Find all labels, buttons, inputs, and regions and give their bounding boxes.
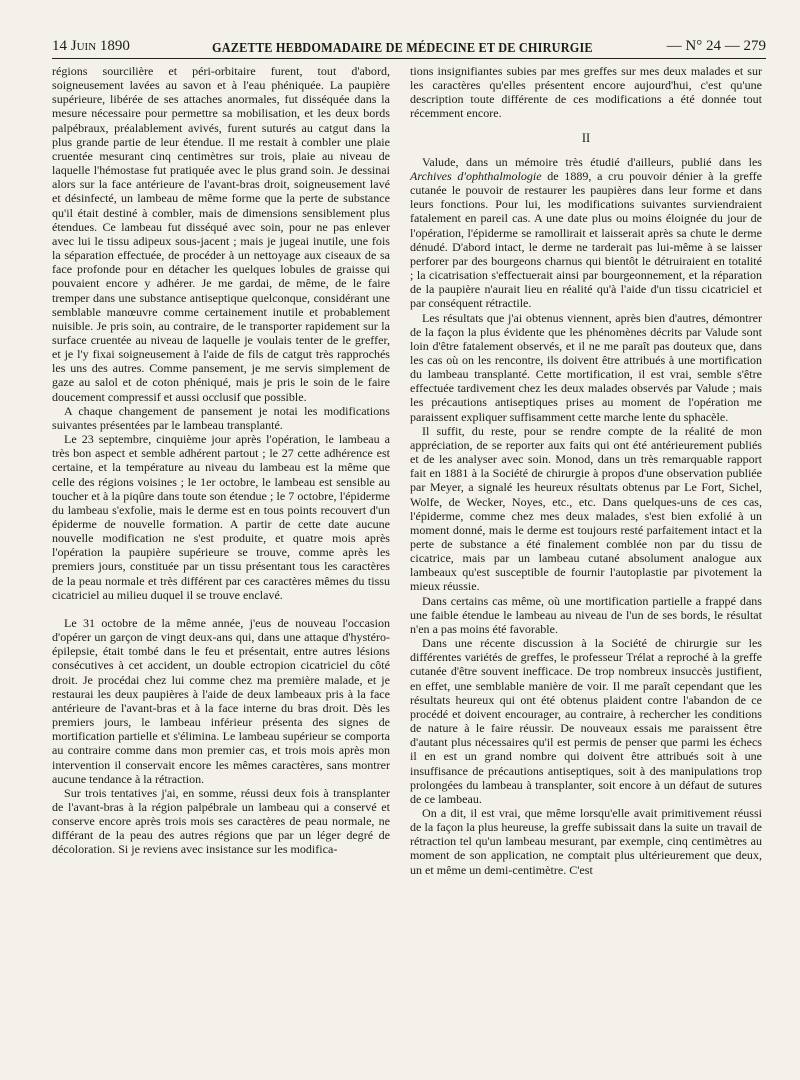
- paragraph: Sur trois tentatives j'ai, en somme, réussi deux fois à transplanter de l'avant-bras à la région palpébrale un lambeau qui a conservé et conserve encore après trois mois ses caractères de peau normale, ne différant de la peau des autres régions que par un léger degré de décoloration. Si je reviens avec insistance sur les modifica-: [52, 785, 390, 857]
- paragraph-text: Valude, dans un mémoire très étudié d'ailleurs, publié dans les: [422, 154, 762, 169]
- paragraph: Les résultats que j'ai obtenus viennent, après bien d'autres, démontrer de la façon la plus évidente que les phénomènes décrits par Valude sont loin d'être fatalement observés, et il ne me paraît pas douteux que, dans les cas où on les rencontre, ils doivent être attribués à une mortification du lambeau transplanté. Cette mortification, il est vrai, semble s'être effectuée tardivement chez les deux malades observés par Valude ; mais les précautions antiseptiques prises au moment de l'opération me paraissent expliquer suffisamment cette marche lente du sphacèle.: [410, 310, 762, 424]
- section-number: II: [581, 130, 591, 145]
- paragraph: Le 31 octobre de la même année, j'eus de nouveau l'occasion d'opérer un garçon de vingt deux-ans qui, dans une attaque d'hystéro-épilepsie, était tombé dans le feu et présentait, entre autres lésions consécutives à cet accident, un double ectropion cicatriciel du côté droit. Je procédai chez lui comme chez ma première malade, et je restaurai les deux paupières à l'aide de deux lambeaux pris à la face antérieure de l'avant-bras et à la face interne du bras droit. Dès les premiers jours, le lambeau inférieur présenta des signes de mortification partielle et s'élimina. Le lambeau supérieur se comporta au contraire comme dans mon premier cas, et trois mois après mon intervention il conservait encore les mêmes caractères, sans montrer aucune tendance à la rétraction.: [52, 615, 390, 786]
- paragraph: Dans certains cas même, où une mortification partielle a frappé dans une faible étendue le lambeau au niveau de l'un de ses bords, le résultat n'en a pas moins été favorable.: [410, 593, 762, 636]
- left-column: [52, 64, 390, 857]
- journal-title: GAZETTE HEBDOMADAIRE DE MÉDECINE ET DE CHIRURGIE: [212, 40, 593, 55]
- paragraph: Il suffit, du reste, pour se rendre compte de la réalité de mon appréciation, de se reporter aux faits qui ont été antérieurement publiés et de les analyser avec soin. Monod, dans un très remarquable rapport fait en 1881 à la Société de chirurgie à propos d'une observation publiée par Meyer, a signalé les heureux résultats obtenus par Le Fort, Sichel, Wolfe, de Wecker, Noyes, etc., etc. Dans quelques-uns de ces cas, l'épiderme, comme chez mes deux malades, s'est bien exfolié à un moment donné, mais le derme est toujours resté parfaitement intact et la perte de substance a été finalement comblée non par du tissu de cicatrice, mais par un lambeau cutané absolument analogue aux lambeaux qu'est susceptible de fournir l'autoplastie par pivotement la mieux réussie.: [410, 423, 762, 594]
- right-column: [410, 64, 762, 877]
- page-header: [52, 36, 766, 59]
- paragraph: On a dit, il est vrai, que même lorsqu'elle avait primitivement réussi de la façon la plus heureuse, la greffe subissait dans la suite un travail de rétraction tel qu'un lambeau mesurant, par exemple, cinq centimètres au moment de son application, ne comptait plus ultérieurement que deux, un et même un demi-centimètre. C'est: [410, 805, 762, 877]
- paragraph: Le 23 septembre, cinquième jour après l'opération, le lambeau a très bon aspect et semble adhérent partout ; le 27 cette adhérence est certaine, et la température au niveau du lambeau est la même que celle des régions voisines ; le 1er octobre, le lambeau est sensible au toucher et à la piqûre dans toute son étendue ; le 7 octobre, l'épiderme du lambeau s'exfolie, mais le derme est en tous points recouvert d'un épiderme de nouvelle formation. A partir de cette date aucune nouvelle modification ne s'est produite, et quatre mois après l'opération la paupière supérieure se trouve, comme après les premiers jours, constituée par un tissu présentant tous les caractères de la peau normale et très différent par ces caractères mêmes du tissu cicatriciel au milieu duquel il se trouve enclavé.: [52, 432, 390, 602]
- paragraph: Dans une récente discussion à la Société de chirurgie sur les différentes variétés de greffes, le professeur Trélat a reproché à la greffe cutanée d'être souvent inefficace. De trop nombreux insuccès justifient, en effet, une semblable manière de voir. Il me paraît cependant que les résultats heureux qui ont été obtenus plaident contre l'abandon de ce procédé et doivent encourager, au contraire, à rechercher les conditions de nature à le faire réussir. De nouveaux essais me paraissent être d'autant plus nécessaires qu'il est permis de penser que parmi les échecs il en est un grand nombre qui doivent être attribués soit à une insuffisance de précautions antiseptiques, soit à des manipulations trop prolongées du lambeau à transplanter, soit encore à un défaut de sutures de ce lambeau.: [410, 636, 762, 806]
- paragraph: A chaque changement de pansement je notai les modifications suivantes présentées par le lambeau transplanté.: [52, 403, 390, 432]
- issue-date: 14 Juin 1890: [52, 38, 130, 54]
- paragraph-text: de 1889, a cru pouvoir dénier à la greffe cutanée le pouvoir de restaurer les paupières dans leur forme et dans leurs fonctions. Pour lui, les modifications suivantes surviendraient fatalement en pareil cas. A une date plus ou moins éloignée du jour de l'opération, l'épiderme se ramollirait et laisserait après sa chute le derme dénudé. D'abord intact, le derme ne tarderait pas lui-même à se laisser perforer par des bourgeons charnus qui bientôt le détruiraient en totalité ; la cicatrisation s'effectuerait ainsi par bourgeonnement, et la réparation de la paupière n'aurait lieu en réalité qu'à l'aide d'un tissu cicatriciel et par conséquent rétractile.: [410, 168, 762, 311]
- paragraph: régions sourcilière et péri-orbitaire furent, tout d'abord, soigneusement lavées au savon et à l'eau phéniquée. La paupière supérieure, libérée de ses attaches anormales, fut disséquée dans la mesure nécessaire pour permettre sa mobilisation, et les deux bords palpébraux, préalablement avivés, furent suturés au catgut dans la plus grande partie de leur étendue. Il me restait à combler une plaie cruentée mesurant cinq centimètres sur trois, plaie au niveau de laquelle l'hémostase fut pratiquée avec le plus grand soin. Je dessinai alors sur la face antérieure de l'avant-bras droit, soigneusement lavé et désinfecté, un lambeau de même forme que la perte de substance qu'il était destiné à combler, mais de dimensions sensiblement plus étendues. Ce lambeau fut disséqué avec soin, pour ne pas enlever avec lui le tissu adipeux sous-jacent ; mais je jugeai inutile, une fois la séparation effectuée, de procéder à un nettoyage aux ciseaux de sa face profonde pour en détacher les quelques lobules de graisse qui pouvaient encore y adhérer. Je me gardai, de même, de le faire tremper dans une substance antiseptique quelconque, considérant une semblable manœuvre comme certainement inutile et probablement nuisible. Je pris soin, au contraire, de le transporter rapidement sur la surface cruentée au niveau de laquelle je voulais tenter de le greffer, et je l'y fixai soigneusement à l'aide de fils de catgut très rapprochés les uns des autres. Comme pansement, je me servis simplement de gaze au salol et de coton phéniqué, mais je pris le soin de le faire doucement compressif et aussi occlusif que possible.: [52, 64, 390, 404]
- journal-citation: Archives d'ophthalmologie: [410, 168, 542, 183]
- issue-page-number: — N° 24 — 279: [666, 38, 766, 54]
- paragraph: [410, 155, 762, 311]
- paragraph: tions insignifiantes subies par mes greffes sur mes deux malades et sur les caractères qu'elles présentent encore aujourd'hui, c'est qu'une description toute différente de ces modifications a été donnée tout récemment encore.: [410, 64, 762, 121]
